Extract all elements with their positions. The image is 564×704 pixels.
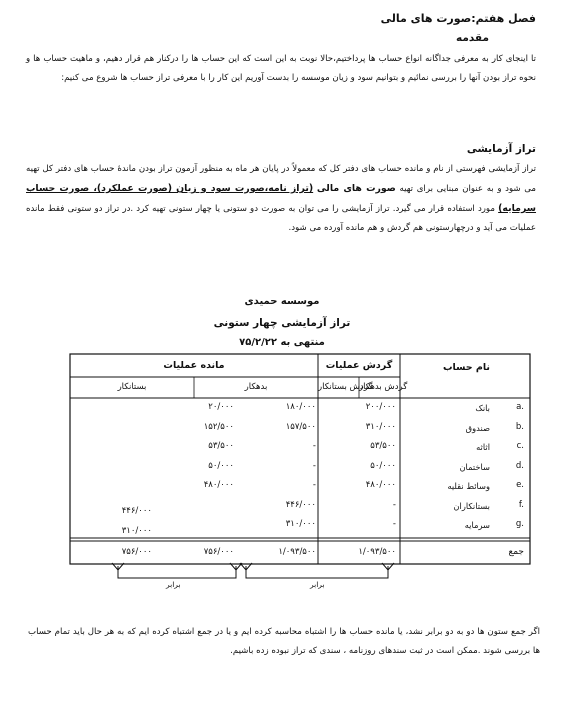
row-turnover-debit: ۳۱۰/۰۰۰ [365, 421, 396, 432]
total-turnover-debit: ۱/۰۹۳/۵۰۰ [358, 547, 396, 557]
equal-label-turnover: برابر [310, 580, 325, 589]
row-turnover-debit: - [392, 519, 396, 529]
row-letter: a. [516, 402, 524, 412]
row-balance-credit: ۴۴۶/۰۰۰ [121, 506, 152, 516]
subheader-balance-debit: بدهکار [244, 382, 268, 392]
row-turnover-debit: ۵۳/۵۰۰ [370, 441, 396, 451]
company-name: موسسه حمیدی [244, 296, 320, 307]
subheader-balance-credit: بستانکار [117, 382, 147, 392]
equal-bracket-turnover [246, 566, 388, 578]
row-letter: e. [516, 480, 524, 490]
row-turnover-credit: ۱۵۷/۵۰۰ [285, 421, 316, 432]
total-balance-debit: ۷۵۶/۰۰۰ [203, 547, 234, 557]
row-balance-debit: ۱۵۲/۵۰۰ [203, 421, 234, 432]
equal-label-balance: برابر [166, 580, 181, 589]
header-turnover: گردش عملیات [325, 360, 393, 371]
row-account-name: سرمایه [464, 520, 490, 530]
row-balance-debit: ۲۰/۰۰۰ [208, 402, 234, 412]
row-turnover-credit: ۳۱۰/۰۰۰ [285, 519, 316, 529]
chapter-title: فصل هفتم:صورت های مالی [380, 12, 536, 25]
trial-balance-heading: تراز آزمایشی [466, 143, 536, 155]
table-date: منتهی به ۷۵/۲/۲۲ [239, 337, 325, 348]
row-balance-debit: ۴۸۰/۰۰۰ [203, 480, 234, 490]
row-letter: b. [515, 421, 524, 432]
row-turnover-debit: ۲۰۰/۰۰۰ [365, 402, 396, 412]
row-account-name: ساختمان [459, 461, 490, 472]
total-balance-credit: ۷۵۶/۰۰۰ [121, 547, 152, 557]
table-name: تراز آزمایشی چهار ستونی [213, 317, 351, 329]
row-letter: d. [515, 460, 524, 471]
row-letter: c. [516, 441, 524, 451]
row-account-name: وسائط نقلیه [447, 481, 490, 491]
row-balance-debit: ۵۰/۰۰۰ [208, 460, 234, 471]
row-turnover-debit: - [392, 499, 396, 510]
row-turnover-credit: - [312, 480, 316, 490]
row-turnover-credit: ۱۸۰/۰۰۰ [285, 402, 316, 412]
trial-paragraph-part2: مورد استفاده قرار می گیرد. تراز آزمایشی را می توان به صورت دو ستونی یا چهار ستونی تهیه کرد .در تراز دو ستونی فقط مانده عملیات می آید و درچهارستونی هم گردش و هم مانده آورده می شود. [26, 204, 536, 233]
trial-paragraph-bold1: صورت های مالی [316, 183, 396, 194]
row-turnover-debit: ۴۸۰/۰۰۰ [365, 480, 396, 490]
row-account-name: بانک [475, 403, 490, 413]
row-letter: g. [515, 519, 524, 529]
closing-paragraph: اگر جمع ستون ها دو به دو برابر نشد، یا مانده حساب ها را اشتباه محاسبه کرده ایم و یا در جمع اشتباه کرده ایم که به هر حال باید تمام حساب ها بررسی شوند .ممکن است در ثبت سندهای روزنامه ، سندی که تراز نبوده زده باشیم. [28, 627, 540, 656]
row-turnover-debit: ۵۰/۰۰۰ [370, 460, 396, 471]
header-account: نام حساب [442, 362, 490, 373]
row-account-name: اثاثه [476, 442, 490, 452]
intro-heading: مقدمه [456, 32, 489, 44]
header-balance: مانده عملیات [163, 360, 225, 371]
equal-bracket-balance [118, 566, 236, 578]
trial-paragraph-bold2: (تراز نامه،صورت سود و زیان (صورت عملکرد)، صورت حساب سرمایه) [26, 183, 537, 214]
row-turnover-credit: - [312, 460, 316, 471]
row-letter: f. [518, 499, 524, 510]
total-turnover-credit: ۱/۰۹۳/۵۰۰ [278, 547, 316, 557]
row-turnover-credit: - [312, 441, 316, 451]
row-balance-credit: ۳۱۰/۰۰۰ [121, 525, 152, 536]
total-label: جمع [508, 547, 524, 557]
subheader-turnover-credit: گردش بستانکار [318, 382, 373, 392]
row-account-name: بستانکاران [453, 500, 490, 511]
intro-paragraph: تا اینجای کار به معرفی جداگانه انواع حساب ها پرداختیم،حالا نوبت به این است که این حساب ها را درکنار هم قرار دهیم، و ماهیت حساب ها و نحوه تراز بودن آنها را بررسی نمائیم و بتوانیم سود و زیان موسسه را بدست آوریم این کار را با معرفی تراز حساب ها شروع می کنیم: [26, 54, 536, 83]
row-balance-debit: ۵۳/۵۰۰ [208, 441, 234, 451]
row-turnover-credit: ۴۴۶/۰۰۰ [285, 499, 316, 510]
subheader-turnover-debit: گردش بدهکار [359, 382, 408, 392]
row-account-name: صندوق [465, 422, 490, 433]
trial-paragraph-part1: تراز آزمایشی فهرستی از نام و مانده حساب های دفتر کل که معمولاً در پایان هر ماه به منظور آزمون تراز بودن ماندهٔ حساب های دفتر کل تهیه می شود و به عنوان مبنایی برای تهیه [26, 164, 537, 194]
